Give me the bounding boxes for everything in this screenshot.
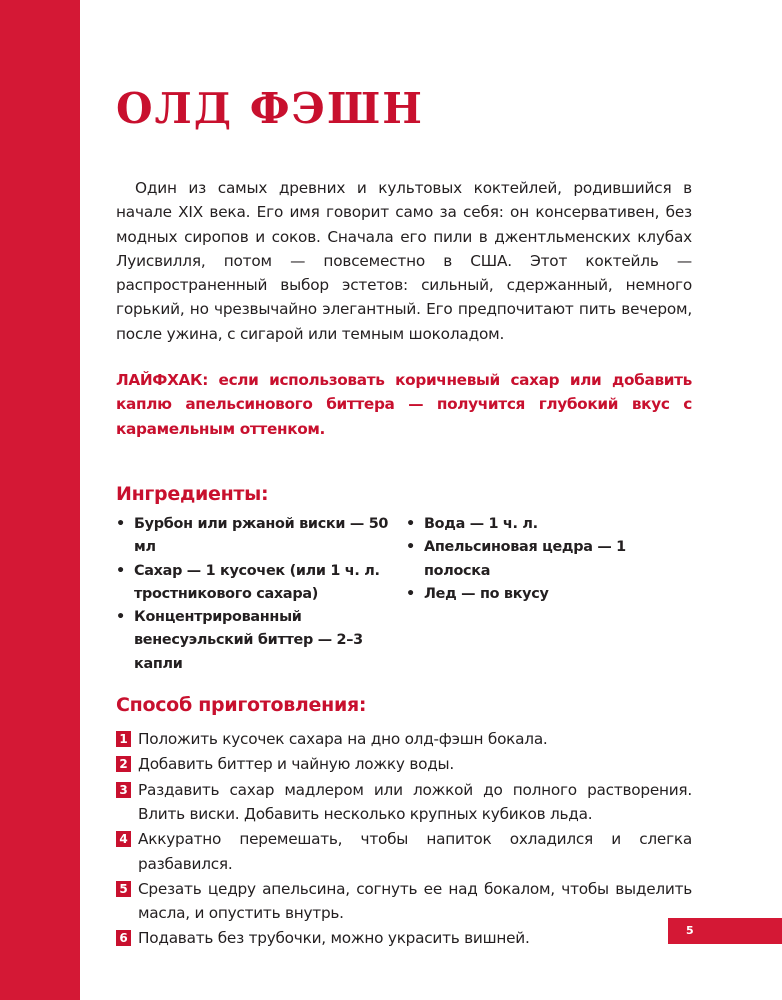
step-number-badge: 4 <box>116 831 131 847</box>
step-text: Положить кусочек сахара на дно олд-фэшн бокала. <box>138 730 548 749</box>
ingredient-item: • Лед — по вкусу <box>406 583 666 606</box>
ingredients-column-left <box>116 513 406 676</box>
left-decorative-bar <box>0 0 80 1000</box>
step-number-badge: 6 <box>116 930 131 946</box>
method-heading: Способ приготовления: <box>116 694 367 717</box>
ingredients-list <box>116 513 692 676</box>
step-number-badge: 3 <box>116 782 131 798</box>
ingredient-item: • Концентрированный венесуэльский биттер — 2–3 капли <box>116 606 406 676</box>
page-title: ОЛД ФЭШН <box>116 84 424 133</box>
lifehack-paragraph: ЛАЙФХАК: если использовать коричневый сахар или добавить каплю апельсинового биттера — получится глубокий вкус с карамельным оттенком. <box>116 371 692 438</box>
ingredients-column-right <box>406 513 666 676</box>
ingredient-item: • Вода — 1 ч. л. <box>406 513 666 536</box>
method-step <box>116 752 692 776</box>
ingredient-item: • Апельсиновая цедра — 1 полоска <box>406 536 666 583</box>
main-content <box>116 176 692 952</box>
step-number-badge: 1 <box>116 731 131 747</box>
method-steps <box>116 727 692 951</box>
ingredient-item: • Сахар — 1 кусочек (или 1 ч. л. тростникового сахара) <box>116 560 406 607</box>
step-text: Аккуратно перемешать, чтобы напиток охладился и слегка разбавился. <box>138 830 692 873</box>
step-number-badge: 2 <box>116 756 131 772</box>
method-step <box>116 727 692 751</box>
method-step <box>116 778 692 827</box>
step-text: Добавить биттер и чайную ложку воды. <box>138 755 454 774</box>
intro-paragraph: Один из самых древних и культовых коктейлей, родившийся в начале XIX века. Его имя говорит само за себя: он консервативен, без модных сиропов и соков. Сначала его пили в джентльменских клубах Луисвилля, потом — повсеместно в США. Этот коктейль — распространенный выбор эстетов: сильный, сдержанный, немного горький, но чрезвычайно элегантный. Его предпочитают пить вечером, после ужина, с сигарой или темным шоколадом. <box>116 179 692 343</box>
ingredients-heading: Ингредиенты: <box>116 482 269 505</box>
step-number-badge: 5 <box>116 881 131 897</box>
step-text: Срезать цедру апельсина, согнуть ее над бокалом, чтобы выделить масла, и опустить внутрь. <box>138 879 692 923</box>
method-step <box>116 827 692 876</box>
page-number-tab <box>668 918 782 944</box>
step-text: Раздавить сахар мадлером или ложкой до полного растворения. Влить виски. Добавить несколько крупных кубиков льда. <box>138 780 692 823</box>
method-step <box>116 926 692 950</box>
method-step <box>116 877 692 926</box>
ingredient-item: • Бурбон или ржаной виски — 50 мл <box>116 513 406 560</box>
step-text: Подавать без трубочки, можно украсить вишней. <box>138 929 530 948</box>
page-number: 5 <box>686 924 694 937</box>
